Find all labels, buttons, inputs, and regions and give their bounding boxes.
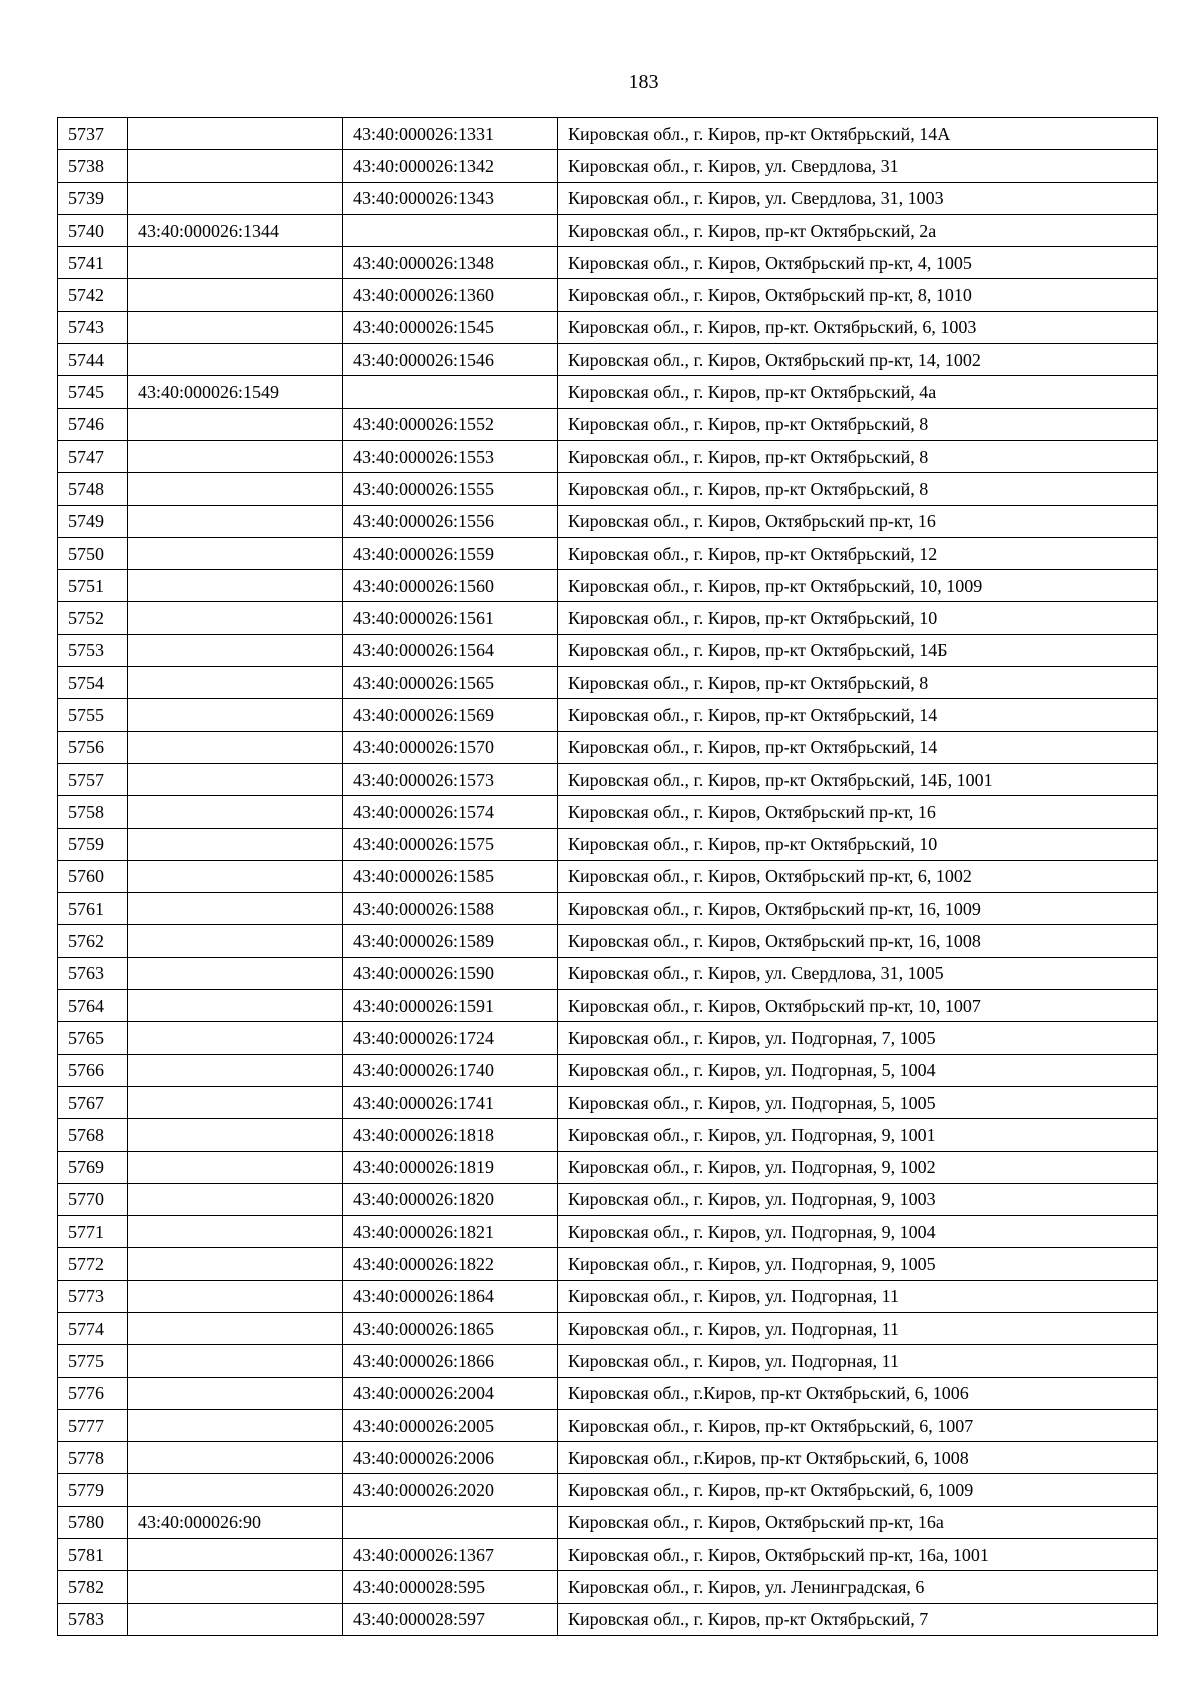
land-cadastral-number-cell	[128, 731, 343, 763]
object-cadastral-number-cell: 43:40:000026:1569	[343, 699, 558, 731]
land-cadastral-number-cell	[128, 440, 343, 472]
object-cadastral-number-cell: 43:40:000026:1821	[343, 1216, 558, 1248]
land-cadastral-number-cell	[128, 602, 343, 634]
address-cell: Кировская обл., г. Киров, ул. Подгорная, 11	[558, 1280, 1158, 1312]
row-number-cell: 5758	[58, 796, 128, 828]
row-number-cell: 5747	[58, 440, 128, 472]
land-cadastral-number-cell	[128, 763, 343, 795]
row-number-cell: 5741	[58, 247, 128, 279]
object-cadastral-number-cell: 43:40:000026:1348	[343, 247, 558, 279]
table-row	[58, 1506, 1158, 1538]
object-cadastral-number-cell: 43:40:000026:2004	[343, 1377, 558, 1409]
address-cell: Кировская обл., г. Киров, пр-кт Октябрьский, 8	[558, 667, 1158, 699]
land-cadastral-number-cell: 43:40:000026:90	[128, 1506, 343, 1538]
land-cadastral-number-cell	[128, 150, 343, 182]
address-cell: Кировская обл., г. Киров, пр-кт Октябрьский, 14Б	[558, 634, 1158, 666]
table-row	[58, 118, 1158, 150]
address-cell: Кировская обл., г. Киров, ул. Свердлова, 31, 1005	[558, 957, 1158, 989]
object-cadastral-number-cell: 43:40:000026:1575	[343, 828, 558, 860]
land-cadastral-number-cell	[128, 1119, 343, 1151]
row-number-cell: 5763	[58, 957, 128, 989]
land-cadastral-number-cell	[128, 247, 343, 279]
object-cadastral-number-cell: 43:40:000026:2005	[343, 1409, 558, 1441]
row-number-cell: 5737	[58, 118, 128, 150]
object-cadastral-number-cell: 43:40:000026:1585	[343, 860, 558, 892]
table-row	[58, 1086, 1158, 1118]
object-cadastral-number-cell: 43:40:000026:1360	[343, 279, 558, 311]
address-cell: Кировская обл., г. Киров, пр-кт. Октябрьский, 6, 1003	[558, 311, 1158, 343]
land-cadastral-number-cell: 43:40:000026:1344	[128, 214, 343, 246]
land-cadastral-number-cell	[128, 118, 343, 150]
table-row	[58, 1474, 1158, 1506]
table-row	[58, 344, 1158, 376]
address-cell: Кировская обл., г. Киров, пр-кт Октябрьский, 14	[558, 699, 1158, 731]
row-number-cell: 5764	[58, 990, 128, 1022]
land-cadastral-number-cell	[128, 990, 343, 1022]
object-cadastral-number-cell: 43:40:000026:1740	[343, 1054, 558, 1086]
address-cell: Кировская обл., г. Киров, ул. Подгорная, 11	[558, 1312, 1158, 1344]
row-number-cell: 5774	[58, 1312, 128, 1344]
row-number-cell: 5754	[58, 667, 128, 699]
land-cadastral-number-cell	[128, 1054, 343, 1086]
address-cell: Кировская обл., г. Киров, пр-кт Октябрьский, 10	[558, 602, 1158, 634]
land-cadastral-number-cell	[128, 1183, 343, 1215]
land-cadastral-number-cell	[128, 311, 343, 343]
address-cell: Кировская обл., г. Киров, ул. Свердлова, 31	[558, 150, 1158, 182]
table-row	[58, 828, 1158, 860]
address-cell: Кировская обл., г. Киров, Октябрьский пр-кт, 16а, 1001	[558, 1539, 1158, 1571]
address-cell: Кировская обл., г. Киров, пр-кт Октябрьский, 2а	[558, 214, 1158, 246]
row-number-cell: 5743	[58, 311, 128, 343]
table-row	[58, 440, 1158, 472]
object-cadastral-number-cell: 43:40:000026:1866	[343, 1345, 558, 1377]
object-cadastral-number-cell: 43:40:000026:1546	[343, 344, 558, 376]
address-cell: Кировская обл., г.Киров, пр-кт Октябрьский, 6, 1008	[558, 1442, 1158, 1474]
address-cell: Кировская обл., г. Киров, Октябрьский пр-кт, 14, 1002	[558, 344, 1158, 376]
land-cadastral-number-cell	[128, 1474, 343, 1506]
object-cadastral-number-cell: 43:40:000026:1822	[343, 1248, 558, 1280]
address-cell: Кировская обл., г. Киров, Октябрьский пр-кт, 16, 1009	[558, 893, 1158, 925]
row-number-cell: 5742	[58, 279, 128, 311]
object-cadastral-number-cell	[343, 376, 558, 408]
table-row	[58, 214, 1158, 246]
object-cadastral-number-cell: 43:40:000026:1591	[343, 990, 558, 1022]
land-cadastral-number-cell	[128, 408, 343, 440]
table-row	[58, 473, 1158, 505]
table-row	[58, 602, 1158, 634]
land-cadastral-number-cell	[128, 1280, 343, 1312]
table-row	[58, 570, 1158, 602]
land-cadastral-number-cell	[128, 1022, 343, 1054]
address-cell: Кировская обл., г. Киров, пр-кт Октябрьский, 14А	[558, 118, 1158, 150]
object-cadastral-number-cell: 43:40:000026:1589	[343, 925, 558, 957]
object-cadastral-number-cell: 43:40:000026:1570	[343, 731, 558, 763]
object-cadastral-number-cell: 43:40:000026:2006	[343, 1442, 558, 1474]
row-number-cell: 5739	[58, 182, 128, 214]
object-cadastral-number-cell: 43:40:000026:1565	[343, 667, 558, 699]
land-cadastral-number-cell	[128, 1216, 343, 1248]
table-row	[58, 925, 1158, 957]
table-row	[58, 699, 1158, 731]
land-cadastral-number-cell	[128, 1312, 343, 1344]
object-cadastral-number-cell: 43:40:000026:1588	[343, 893, 558, 925]
object-cadastral-number-cell: 43:40:000028:595	[343, 1571, 558, 1603]
land-cadastral-number-cell	[128, 1571, 343, 1603]
table-row	[58, 1571, 1158, 1603]
address-cell: Кировская обл., г. Киров, пр-кт Октябрьский, 14	[558, 731, 1158, 763]
address-cell: Кировская обл., г. Киров, Октябрьский пр-кт, 4, 1005	[558, 247, 1158, 279]
land-cadastral-number-cell	[128, 1603, 343, 1635]
table-row	[58, 667, 1158, 699]
table-row	[58, 893, 1158, 925]
object-cadastral-number-cell: 43:40:000026:1559	[343, 537, 558, 569]
row-number-cell: 5740	[58, 214, 128, 246]
land-cadastral-number-cell	[128, 537, 343, 569]
land-cadastral-number-cell	[128, 828, 343, 860]
row-number-cell: 5749	[58, 505, 128, 537]
object-cadastral-number-cell: 43:40:000026:1819	[343, 1151, 558, 1183]
address-cell: Кировская обл., г. Киров, пр-кт Октябрьский, 8	[558, 473, 1158, 505]
row-number-cell: 5760	[58, 860, 128, 892]
row-number-cell: 5772	[58, 1248, 128, 1280]
object-cadastral-number-cell	[343, 1506, 558, 1538]
table-row	[58, 408, 1158, 440]
object-cadastral-number-cell: 43:40:000026:1555	[343, 473, 558, 505]
object-cadastral-number-cell: 43:40:000028:597	[343, 1603, 558, 1635]
table-row	[58, 1280, 1158, 1312]
land-cadastral-number-cell	[128, 473, 343, 505]
table-row	[58, 150, 1158, 182]
table-row	[58, 1183, 1158, 1215]
address-cell: Кировская обл., г. Киров, пр-кт Октябрьский, 10	[558, 828, 1158, 860]
object-cadastral-number-cell: 43:40:000026:1564	[343, 634, 558, 666]
address-cell: Кировская обл., г. Киров, пр-кт Октябрьский, 8	[558, 408, 1158, 440]
row-number-cell: 5777	[58, 1409, 128, 1441]
row-number-cell: 5762	[58, 925, 128, 957]
row-number-cell: 5761	[58, 893, 128, 925]
table-row	[58, 796, 1158, 828]
address-cell: Кировская обл., г. Киров, ул. Подгорная, 11	[558, 1345, 1158, 1377]
object-cadastral-number-cell: 43:40:000026:1590	[343, 957, 558, 989]
row-number-cell: 5773	[58, 1280, 128, 1312]
row-number-cell: 5752	[58, 602, 128, 634]
address-cell: Кировская обл., г. Киров, Октябрьский пр-кт, 6, 1002	[558, 860, 1158, 892]
table-row	[58, 505, 1158, 537]
row-number-cell: 5744	[58, 344, 128, 376]
address-cell: Кировская обл., г. Киров, Октябрьский пр-кт, 16, 1008	[558, 925, 1158, 957]
land-cadastral-number-cell	[128, 1086, 343, 1118]
address-cell: Кировская обл., г.Киров, пр-кт Октябрьский, 6, 1006	[558, 1377, 1158, 1409]
land-cadastral-number-cell	[128, 957, 343, 989]
row-number-cell: 5750	[58, 537, 128, 569]
address-cell: Кировская обл., г. Киров, ул. Подгорная, 7, 1005	[558, 1022, 1158, 1054]
row-number-cell: 5753	[58, 634, 128, 666]
table-row	[58, 1312, 1158, 1344]
land-cadastral-number-cell	[128, 667, 343, 699]
object-cadastral-number-cell: 43:40:000026:1343	[343, 182, 558, 214]
table-row	[58, 311, 1158, 343]
table-row	[58, 1603, 1158, 1635]
address-cell: Кировская обл., г. Киров, Октябрьский пр-кт, 8, 1010	[558, 279, 1158, 311]
table-row	[58, 1054, 1158, 1086]
address-cell: Кировская обл., г. Киров, Октябрьский пр-кт, 10, 1007	[558, 990, 1158, 1022]
row-number-cell: 5757	[58, 763, 128, 795]
land-cadastral-number-cell	[128, 1151, 343, 1183]
object-cadastral-number-cell: 43:40:000026:1560	[343, 570, 558, 602]
object-cadastral-number-cell: 43:40:000026:1573	[343, 763, 558, 795]
table-row	[58, 990, 1158, 1022]
land-cadastral-number-cell	[128, 699, 343, 731]
address-cell: Кировская обл., г. Киров, ул. Подгорная, 9, 1005	[558, 1248, 1158, 1280]
address-cell: Кировская обл., г. Киров, ул. Ленинградская, 6	[558, 1571, 1158, 1603]
row-number-cell: 5766	[58, 1054, 128, 1086]
table-row	[58, 634, 1158, 666]
table-row	[58, 860, 1158, 892]
land-cadastral-number-cell	[128, 570, 343, 602]
land-cadastral-number-cell	[128, 1377, 343, 1409]
row-number-cell: 5783	[58, 1603, 128, 1635]
address-cell: Кировская обл., г. Киров, ул. Подгорная, 9, 1004	[558, 1216, 1158, 1248]
land-cadastral-number-cell: 43:40:000026:1549	[128, 376, 343, 408]
address-cell: Кировская обл., г. Киров, ул. Подгорная, 9, 1001	[558, 1119, 1158, 1151]
address-cell: Кировская обл., г. Киров, Октябрьский пр-кт, 16а	[558, 1506, 1158, 1538]
object-cadastral-number-cell: 43:40:000026:1724	[343, 1022, 558, 1054]
table-row	[58, 1248, 1158, 1280]
land-cadastral-number-cell	[128, 1248, 343, 1280]
land-cadastral-number-cell	[128, 860, 343, 892]
table-row	[58, 376, 1158, 408]
table-row	[58, 763, 1158, 795]
object-cadastral-number-cell: 43:40:000026:1342	[343, 150, 558, 182]
table-row	[58, 247, 1158, 279]
row-number-cell: 5748	[58, 473, 128, 505]
row-number-cell: 5780	[58, 1506, 128, 1538]
row-number-cell: 5781	[58, 1539, 128, 1571]
address-cell: Кировская обл., г. Киров, пр-кт Октябрьский, 4а	[558, 376, 1158, 408]
address-cell: Кировская обл., г. Киров, Октябрьский пр-кт, 16	[558, 505, 1158, 537]
table-row	[58, 1539, 1158, 1571]
table-row	[58, 731, 1158, 763]
land-cadastral-number-cell	[128, 893, 343, 925]
object-cadastral-number-cell: 43:40:000026:1820	[343, 1183, 558, 1215]
land-cadastral-number-cell	[128, 796, 343, 828]
row-number-cell: 5745	[58, 376, 128, 408]
row-number-cell: 5755	[58, 699, 128, 731]
object-cadastral-number-cell: 43:40:000026:1553	[343, 440, 558, 472]
row-number-cell: 5779	[58, 1474, 128, 1506]
row-number-cell: 5756	[58, 731, 128, 763]
object-cadastral-number-cell: 43:40:000026:1818	[343, 1119, 558, 1151]
land-cadastral-number-cell	[128, 1442, 343, 1474]
object-cadastral-number-cell: 43:40:000026:1864	[343, 1280, 558, 1312]
row-number-cell: 5775	[58, 1345, 128, 1377]
land-cadastral-number-cell	[128, 505, 343, 537]
row-number-cell: 5778	[58, 1442, 128, 1474]
row-number-cell: 5769	[58, 1151, 128, 1183]
land-cadastral-number-cell	[128, 634, 343, 666]
table-row	[58, 1442, 1158, 1474]
table-row	[58, 279, 1158, 311]
address-cell: Кировская обл., г. Киров, ул. Подгорная, 9, 1002	[558, 1151, 1158, 1183]
table-row	[58, 1409, 1158, 1441]
address-cell: Кировская обл., г. Киров, ул. Свердлова, 31, 1003	[558, 182, 1158, 214]
address-cell: Кировская обл., г. Киров, пр-кт Октябрьский, 6, 1009	[558, 1474, 1158, 1506]
address-cell: Кировская обл., г. Киров, пр-кт Октябрьский, 12	[558, 537, 1158, 569]
table-row	[58, 537, 1158, 569]
object-cadastral-number-cell: 43:40:000026:1552	[343, 408, 558, 440]
land-cadastral-number-cell	[128, 1539, 343, 1571]
table-row	[58, 957, 1158, 989]
registry-table	[57, 117, 1158, 1636]
land-cadastral-number-cell	[128, 1345, 343, 1377]
address-cell: Кировская обл., г. Киров, пр-кт Октябрьский, 8	[558, 440, 1158, 472]
object-cadastral-number-cell: 43:40:000026:1561	[343, 602, 558, 634]
object-cadastral-number-cell: 43:40:000026:1545	[343, 311, 558, 343]
object-cadastral-number-cell	[343, 214, 558, 246]
row-number-cell: 5746	[58, 408, 128, 440]
row-number-cell: 5765	[58, 1022, 128, 1054]
object-cadastral-number-cell: 43:40:000026:1574	[343, 796, 558, 828]
row-number-cell: 5759	[58, 828, 128, 860]
address-cell: Кировская обл., г. Киров, ул. Подгорная, 9, 1003	[558, 1183, 1158, 1215]
address-cell: Кировская обл., г. Киров, пр-кт Октябрьский, 14Б, 1001	[558, 763, 1158, 795]
address-cell: Кировская обл., г. Киров, пр-кт Октябрьский, 6, 1007	[558, 1409, 1158, 1441]
row-number-cell: 5776	[58, 1377, 128, 1409]
row-number-cell: 5767	[58, 1086, 128, 1118]
registry-table-body	[58, 118, 1158, 1636]
land-cadastral-number-cell	[128, 279, 343, 311]
table-row	[58, 1377, 1158, 1409]
row-number-cell: 5738	[58, 150, 128, 182]
page-number: 183	[628, 71, 659, 93]
object-cadastral-number-cell: 43:40:000026:1367	[343, 1539, 558, 1571]
address-cell: Кировская обл., г. Киров, пр-кт Октябрьский, 10, 1009	[558, 570, 1158, 602]
address-cell: Кировская обл., г. Киров, Октябрьский пр-кт, 16	[558, 796, 1158, 828]
object-cadastral-number-cell: 43:40:000026:1556	[343, 505, 558, 537]
row-number-cell: 5751	[58, 570, 128, 602]
table-row	[58, 1345, 1158, 1377]
row-number-cell: 5782	[58, 1571, 128, 1603]
land-cadastral-number-cell	[128, 1409, 343, 1441]
address-cell: Кировская обл., г. Киров, ул. Подгорная, 5, 1005	[558, 1086, 1158, 1118]
land-cadastral-number-cell	[128, 344, 343, 376]
object-cadastral-number-cell: 43:40:000026:2020	[343, 1474, 558, 1506]
row-number-cell: 5770	[58, 1183, 128, 1215]
table-row	[58, 1119, 1158, 1151]
table-row	[58, 1022, 1158, 1054]
address-cell: Кировская обл., г. Киров, пр-кт Октябрьский, 7	[558, 1603, 1158, 1635]
table-row	[58, 182, 1158, 214]
table-row	[58, 1151, 1158, 1183]
object-cadastral-number-cell: 43:40:000026:1331	[343, 118, 558, 150]
land-cadastral-number-cell	[128, 925, 343, 957]
table-row	[58, 1216, 1158, 1248]
row-number-cell: 5768	[58, 1119, 128, 1151]
land-cadastral-number-cell	[128, 182, 343, 214]
address-cell: Кировская обл., г. Киров, ул. Подгорная, 5, 1004	[558, 1054, 1158, 1086]
row-number-cell: 5771	[58, 1216, 128, 1248]
object-cadastral-number-cell: 43:40:000026:1865	[343, 1312, 558, 1344]
object-cadastral-number-cell: 43:40:000026:1741	[343, 1086, 558, 1118]
